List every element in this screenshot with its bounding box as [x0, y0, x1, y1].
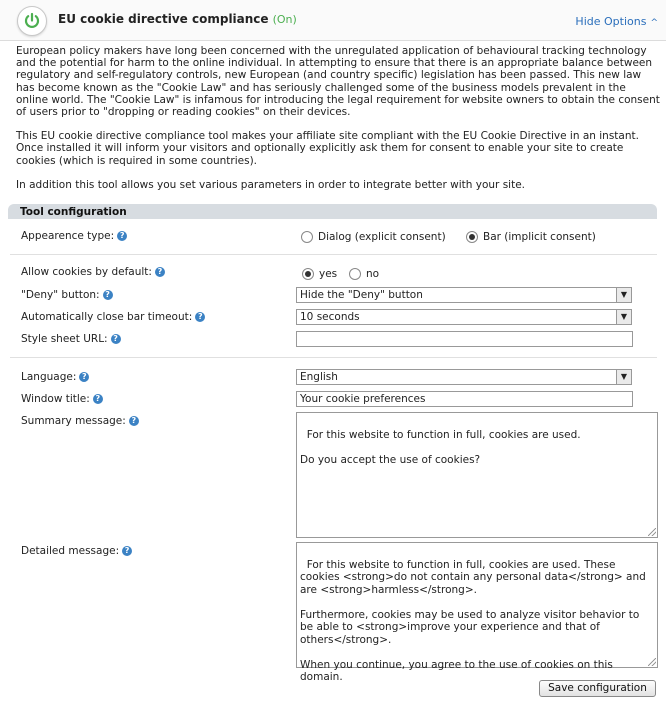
language-label — [21, 371, 89, 383]
allow-no-label: no — [366, 268, 380, 280]
language-label-text: Language: — [21, 371, 77, 383]
divider — [10, 357, 657, 358]
deny-button-value: Hide the "Deny" button — [300, 289, 423, 301]
hide-options-link[interactable] — [575, 15, 658, 28]
detailed-message-label — [21, 545, 132, 557]
radio-yes[interactable] — [302, 268, 314, 280]
language-select[interactable] — [296, 369, 632, 385]
auto-close-select[interactable] — [296, 309, 632, 325]
panel-heading: Tool configuration — [20, 206, 127, 218]
chevron-down-icon[interactable]: ▼ — [616, 370, 631, 384]
help-icon[interactable]: ? — [155, 267, 165, 277]
auto-close-label — [21, 311, 205, 323]
deny-button-label — [21, 289, 113, 301]
auto-close-value: 10 seconds — [300, 311, 360, 323]
deny-button-label-text: "Deny" button: — [21, 289, 100, 301]
intro-paragraph-2: This EU cookie directive compliance tool makes your affiliate site compliant with the EU Cookie Directive in an instant. Once installed it will inform your visitors and optionally explicitly ask them for consent to enable your site to create cookies (which is required in some countries). — [16, 130, 639, 167]
plugin-header — [0, 0, 666, 41]
allow-yes-option[interactable] — [302, 268, 337, 280]
chevron-up-icon: ^ — [650, 18, 658, 28]
intro-text — [16, 45, 660, 203]
power-toggle-button[interactable] — [17, 6, 47, 36]
detailed-message-textarea[interactable] — [296, 542, 658, 683]
save-configuration-button[interactable]: Save configuration — [539, 680, 656, 697]
help-icon[interactable]: ? — [129, 416, 139, 426]
help-icon[interactable]: ? — [111, 334, 121, 344]
chevron-down-icon[interactable]: ▼ — [616, 310, 631, 324]
summary-message-textarea[interactable] — [296, 412, 658, 538]
help-icon[interactable]: ? — [93, 394, 103, 404]
help-icon[interactable]: ? — [122, 546, 132, 556]
hide-options-label: Hide Options — [575, 15, 647, 28]
summary-message-label — [21, 415, 139, 427]
page-title — [58, 12, 297, 26]
appearance-bar-option[interactable] — [466, 231, 596, 243]
appearance-dialog-option[interactable] — [301, 231, 446, 243]
deny-button-select[interactable] — [296, 287, 632, 303]
panel-header — [8, 204, 657, 219]
radio-no[interactable] — [349, 268, 361, 280]
help-icon[interactable]: ? — [117, 231, 127, 241]
title-text: EU cookie directive compliance — [58, 12, 269, 26]
appearance-dialog-label: Dialog (explicit consent) — [318, 231, 446, 243]
stylesheet-label-text: Style sheet URL: — [21, 333, 108, 345]
allow-yes-label: yes — [319, 268, 338, 280]
stylesheet-url-input[interactable] — [296, 331, 633, 347]
window-title-label-text: Window title: — [21, 393, 90, 405]
appearance-type-label — [21, 230, 127, 242]
summary-message-label-text: Summary message: — [21, 415, 126, 427]
help-icon[interactable]: ? — [195, 312, 205, 322]
stylesheet-label — [21, 333, 121, 345]
language-value: English — [300, 371, 338, 383]
intro-paragraph-1: European policy makers have long been concerned with the unregulated application of behavioural tracking technology and the potential for harm to the online individual. In attempting to ensure that there is an appropriate balance between regulatory and self-regulatory controls, new European (and country specific) legislation has been passed. This new law has become known as the "Cookie Law" and has seriously challenged some of the business models prevalent in the online world. The "Cookie Law" is infamous for introducing the legal requirement for website owners to obtain the consent of users prior to "dropping or reading cookies" on their devices. — [16, 45, 660, 119]
window-title-label — [21, 393, 103, 405]
status-badge: (On) — [272, 13, 297, 26]
power-icon — [23, 12, 41, 30]
help-icon[interactable]: ? — [103, 290, 113, 300]
resize-grip-icon[interactable] — [648, 528, 656, 536]
detailed-message-text: For this website to function in full, cookies are used. These cookies <strong>do not contain any personal data</strong> and are <strong>harmless</strong>. Furthermore, cookies may be used to analyze visitor behavior to be able to <strong>improve your experience and that of others</strong>. When you continue, you agree to the use of cookies on this domain. — [300, 558, 646, 683]
appearance-bar-label: Bar (implicit consent) — [483, 231, 596, 243]
divider — [10, 254, 657, 255]
summary-message-text: For this website to function in full, cookies are used. Do you accept the use of cookies? — [300, 428, 581, 466]
chevron-down-icon[interactable]: ▼ — [616, 288, 631, 302]
resize-grip-icon[interactable] — [648, 658, 656, 666]
detailed-message-label-text: Detailed message: — [21, 545, 120, 557]
help-icon[interactable]: ? — [79, 372, 89, 382]
auto-close-label-text: Automatically close bar timeout: — [21, 311, 193, 323]
intro-paragraph-3: In addition this tool allows you set various parameters in order to integrate better with your site. — [16, 178, 525, 191]
allow-default-label — [21, 266, 165, 278]
radio-dialog[interactable] — [301, 231, 313, 243]
allow-default-label-text: Allow cookies by default: — [21, 266, 152, 278]
radio-bar[interactable] — [466, 231, 478, 243]
window-title-input[interactable]: Your cookie preferences — [296, 391, 633, 407]
appearance-type-label-text: Appearence type: — [21, 230, 115, 242]
allow-no-option[interactable] — [349, 268, 379, 280]
